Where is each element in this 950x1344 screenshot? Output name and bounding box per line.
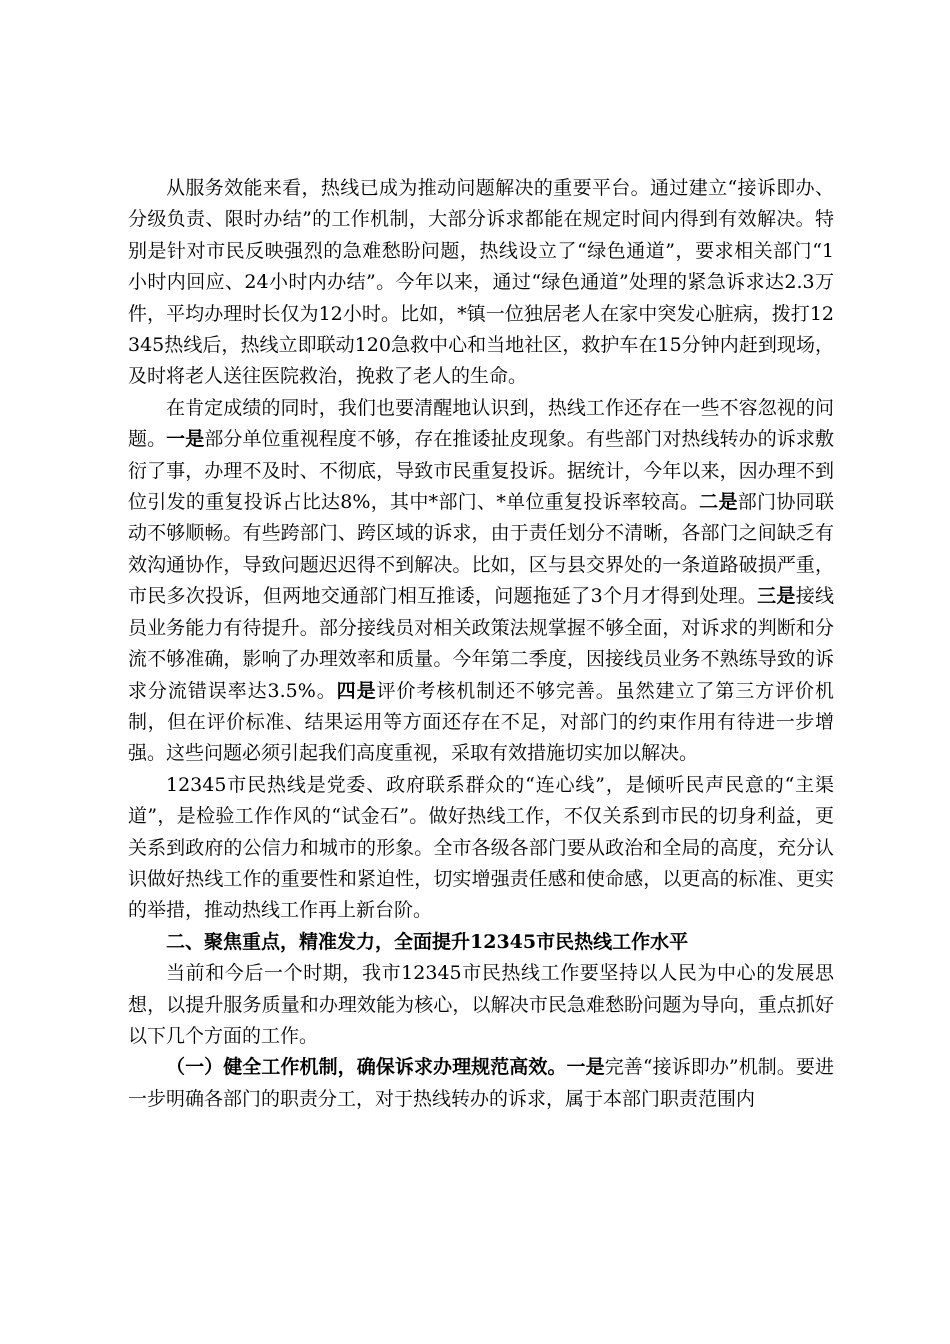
subheading-one: （一）健全工作机制，确保诉求办理规范高效。 bbox=[166, 1056, 567, 1079]
problem-first: 部分单位重视程度不够，存在推诿扯皮现象。有些部门对热线转办的诉求敷衍了事，办理不及时、不彻底，导致市民重复投诉。据统计，今年以来，因办理不到位引发的重复投诉占比达8%，其中*部门、*单位重复投诉率较高。 bbox=[128, 428, 834, 514]
marker-second: 二是 bbox=[699, 491, 738, 514]
problems-intro: 在肯定成绩的同时，我们也要清醒地认识到，热线工作还存在一些不容忽视的问题。 bbox=[128, 396, 834, 451]
paragraph-current-period: 当前和今后一个时期，我市12345市民热线工作要坚持以人民为中心的发展思想，以提升服务质量和办理效能为核心，以解决市民急难愁盼问题为导向，重点抓好以下几个方面的工作。 bbox=[128, 962, 834, 1047]
paragraph-hotline-importance: 12345市民热线是党委、政府联系群众的“连心线”，是倾听民声民意的“主渠道”，是检验工作作风的“试金石”。做好热线工作，不仅关系到市民的切身利益，更关系到政府的公信力和城市的形象。全市各级各部门要从政治和全局的高度，充分认识做好热线工作的重要性和紧迫性，切实增强责任感和使命感，以更高的标准、更实的举措，推动热线工作再上新台阶。 bbox=[128, 773, 834, 922]
marker-first: 一是 bbox=[166, 428, 205, 451]
document-page bbox=[128, 173, 834, 1115]
problem-third: 接线员业务能力有待提升。部分接线员对相关政策法规掌握不够全面，对诉求的判断和分流不够准确，影响了办理效率和质量。今年第二季度，因接线员业务不熟练导致的诉求分流错误率达3.5%。 bbox=[128, 585, 834, 702]
paragraph-mechanism bbox=[128, 1052, 834, 1115]
marker-third: 三是 bbox=[757, 585, 796, 608]
paragraph-problems bbox=[128, 393, 834, 770]
problem-second: 部门协同联动不够顺畅。有些跨部门、跨区域的诉求，由于责任划分不清晰，各部门之间缺乏有效沟通协作，导致问题迟迟得不到解决。比如，区与县交界处的一条道路破损严重，市民多次投诉，但两地交通部门相互推诿，问题拖延了3个月才得到处理。 bbox=[128, 491, 834, 608]
problem-fourth: 评价考核机制还不够完善。虽然建立了第三方评价机制，但在评价标准、结果运用等方面还存在不足，对部门的约束作用有待进一步增强。这些问题必须引起我们高度重视，采取有效措施切实加以解决。 bbox=[128, 679, 834, 765]
mechanism-first-text: 完善“接诉即办”机制。要进一步明确各部门的职责分工，对于热线转办的诉求，属于本部门职责范围内 bbox=[128, 1056, 834, 1110]
marker-fourth: 四是 bbox=[336, 679, 377, 702]
paragraph-service-efficiency: 从服务效能来看，热线已成为推动问题解决的重要平台。通过建立“接诉即办、分级负责、限时办结”的工作机制，大部分诉求都能在规定时间内得到有效解决。特别是针对市民反映强烈的急难愁盼问题，热线设立了“绿色通道”，要求相关部门“1小时内回应、24小时内办结”。今年以来，通过“绿色通道”处理的紧急诉求达2.3万件，平均办理时长仅为12小时。比如，*镇一位独居老人在家中突发心脏病，拨打12345热线后，热线立即联动120急救中心和当地社区，救护车在15分钟内赶到现场，及时将老人送往医院救治，挽救了老人的生命。 bbox=[128, 177, 834, 388]
section-heading-two: 二、聚焦重点，精准发力，全面提升12345市民热线工作水平 bbox=[166, 930, 689, 953]
marker-mechanism-first: 一是 bbox=[566, 1056, 605, 1079]
